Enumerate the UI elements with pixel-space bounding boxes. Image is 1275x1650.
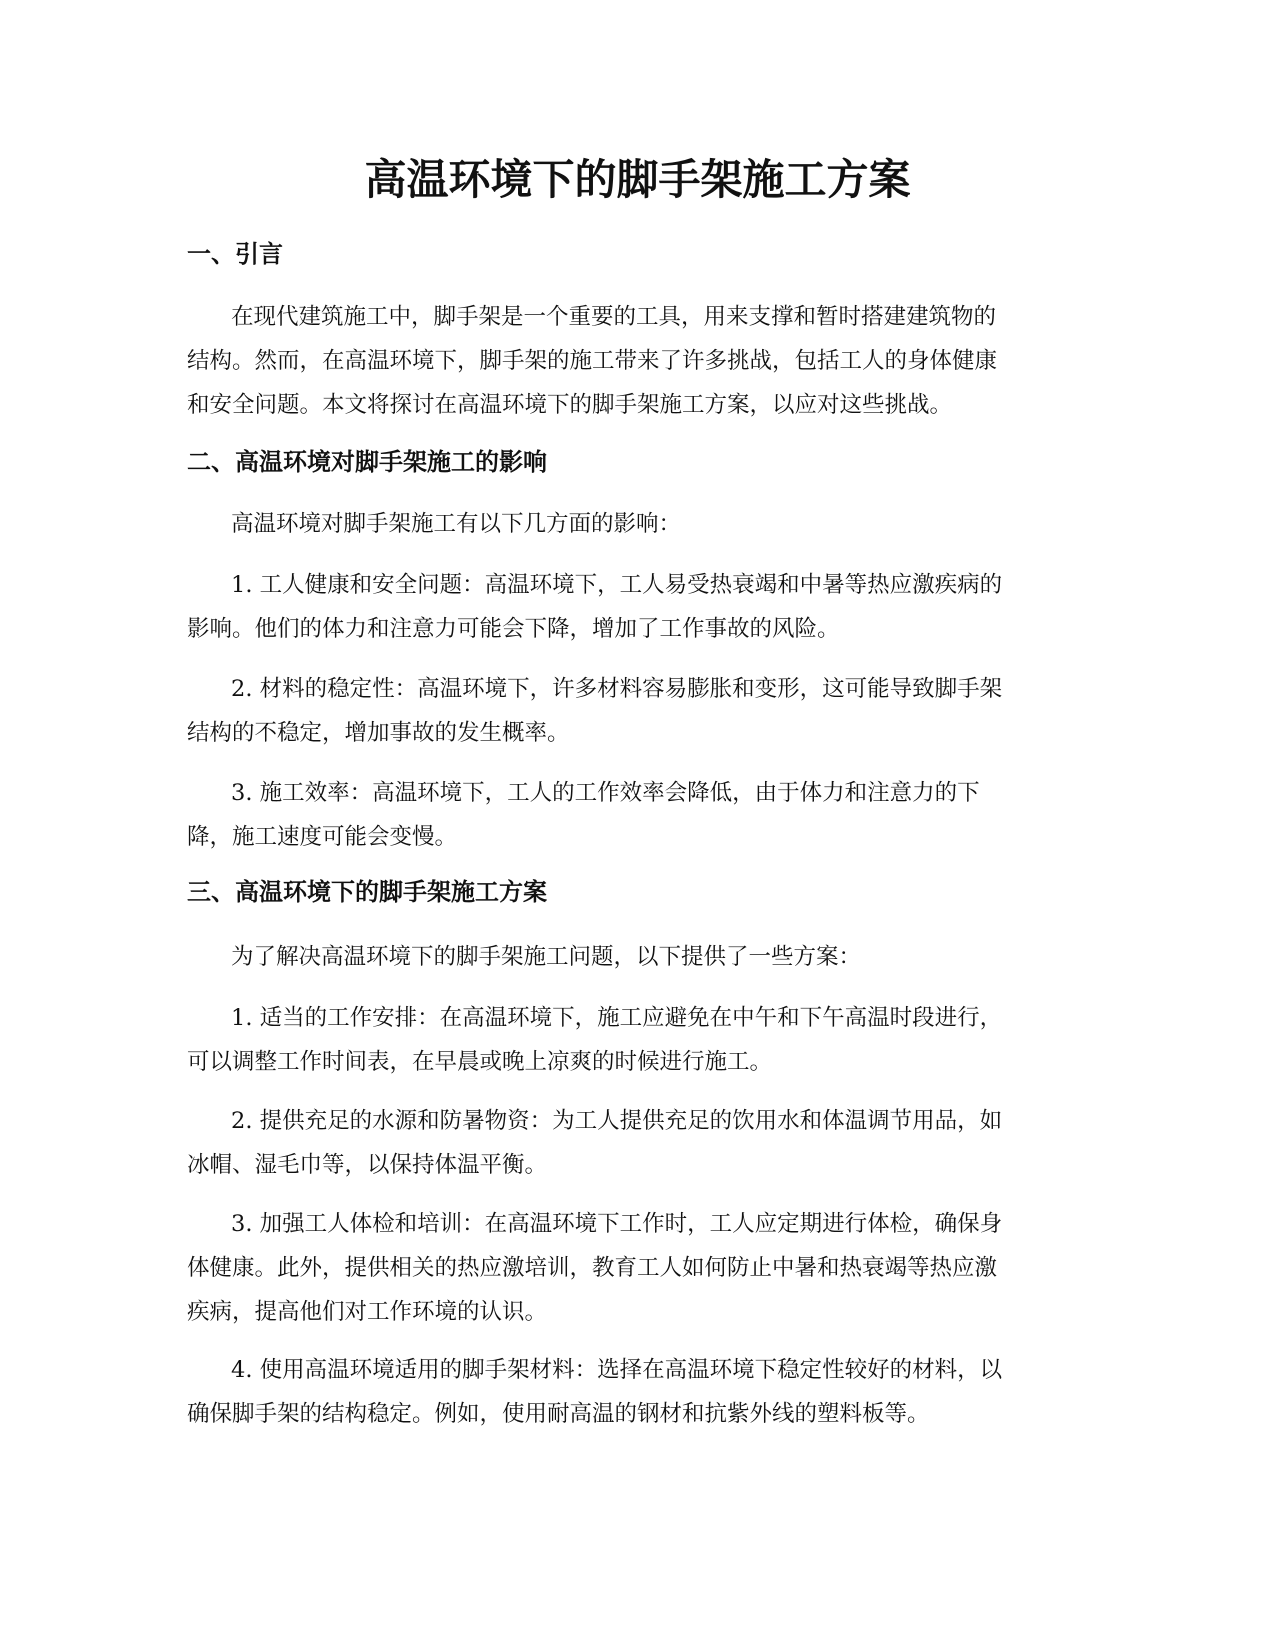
section-heading-intro: 一、引言 <box>187 240 283 268</box>
text-line: 结构的不稳定，增加事故的发生概率。 <box>187 720 570 746</box>
section-heading-impact: 二、高温环境对脚手架施工的影响 <box>187 448 547 476</box>
list-item-plan-3 <box>187 1202 1087 1334</box>
section-heading-plan: 三、高温环境下的脚手架施工方案 <box>187 878 547 906</box>
text-line: 高温环境对脚手架施工有以下几方面的影响： <box>231 511 682 537</box>
list-item-impact-1 <box>187 563 1087 651</box>
text-line: 疾病，提高他们对工作环境的认识。 <box>187 1299 548 1325</box>
text-line: 影响。他们的体力和注意力可能会下降，增加了工作事故的风险。 <box>187 616 840 642</box>
text-line: 2. 材料的稳定性：高温环境下，许多材料容易膨胀和变形，这可能导致脚手架 <box>231 676 1003 702</box>
text-line: 在现代建筑施工中，脚手架是一个重要的工具，用来支撑和暂时搭建建筑物的 <box>231 304 997 330</box>
paragraph-intro <box>187 295 1087 427</box>
text-line: 可以调整工作时间表，在早晨或晚上凉爽的时候进行施工。 <box>187 1049 773 1075</box>
text-line: 为了解决高温环境下的脚手架施工问题，以下提供了一些方案： <box>231 944 862 970</box>
paragraph-plan-intro <box>187 935 1087 979</box>
text-line: 冰帽、湿毛巾等，以保持体温平衡。 <box>187 1152 548 1178</box>
text-line: 体健康。此外，提供相关的热应激培训，教育工人如何防止中暑和热衰竭等热应激 <box>187 1255 998 1281</box>
list-item-plan-4 <box>187 1348 1087 1436</box>
text-line: 1. 工人健康和安全问题：高温环境下，工人易受热衰竭和中暑等热应激疾病的 <box>231 572 1003 598</box>
list-item-impact-2 <box>187 667 1087 755</box>
text-line: 和安全问题。本文将探讨在高温环境下的脚手架施工方案，以应对这些挑战。 <box>187 392 953 418</box>
text-line: 确保脚手架的结构稳定。例如，使用耐高温的钢材和抗紫外线的塑料板等。 <box>187 1401 930 1427</box>
list-item-impact-3 <box>187 771 1087 859</box>
list-item-plan-1 <box>187 996 1087 1084</box>
text-line: 4. 使用高温环境适用的脚手架材料：选择在高温环境下稳定性较好的材料，以 <box>231 1357 1003 1383</box>
text-line: 3. 施工效率：高温环境下，工人的工作效率会降低，由于体力和注意力的下 <box>231 780 980 806</box>
text-line: 结构。然而，在高温环境下，脚手架的施工带来了许多挑战，包括工人的身体健康 <box>187 348 998 374</box>
paragraph-impact-intro <box>187 502 1087 546</box>
text-line: 1. 适当的工作安排：在高温环境下，施工应避免在中午和下午高温时段进行， <box>231 1005 1003 1031</box>
document-title: 高温环境下的脚手架施工方案 <box>364 155 911 204</box>
text-line: 降，施工速度可能会变慢。 <box>187 824 458 850</box>
text-line: 3. 加强工人体检和培训：在高温环境下工作时，工人应定期进行体检，确保身 <box>231 1211 1003 1237</box>
list-item-plan-2 <box>187 1099 1087 1187</box>
text-line: 2. 提供充足的水源和防暑物资：为工人提供充足的饮用水和体温调节用品，如 <box>231 1108 1003 1134</box>
